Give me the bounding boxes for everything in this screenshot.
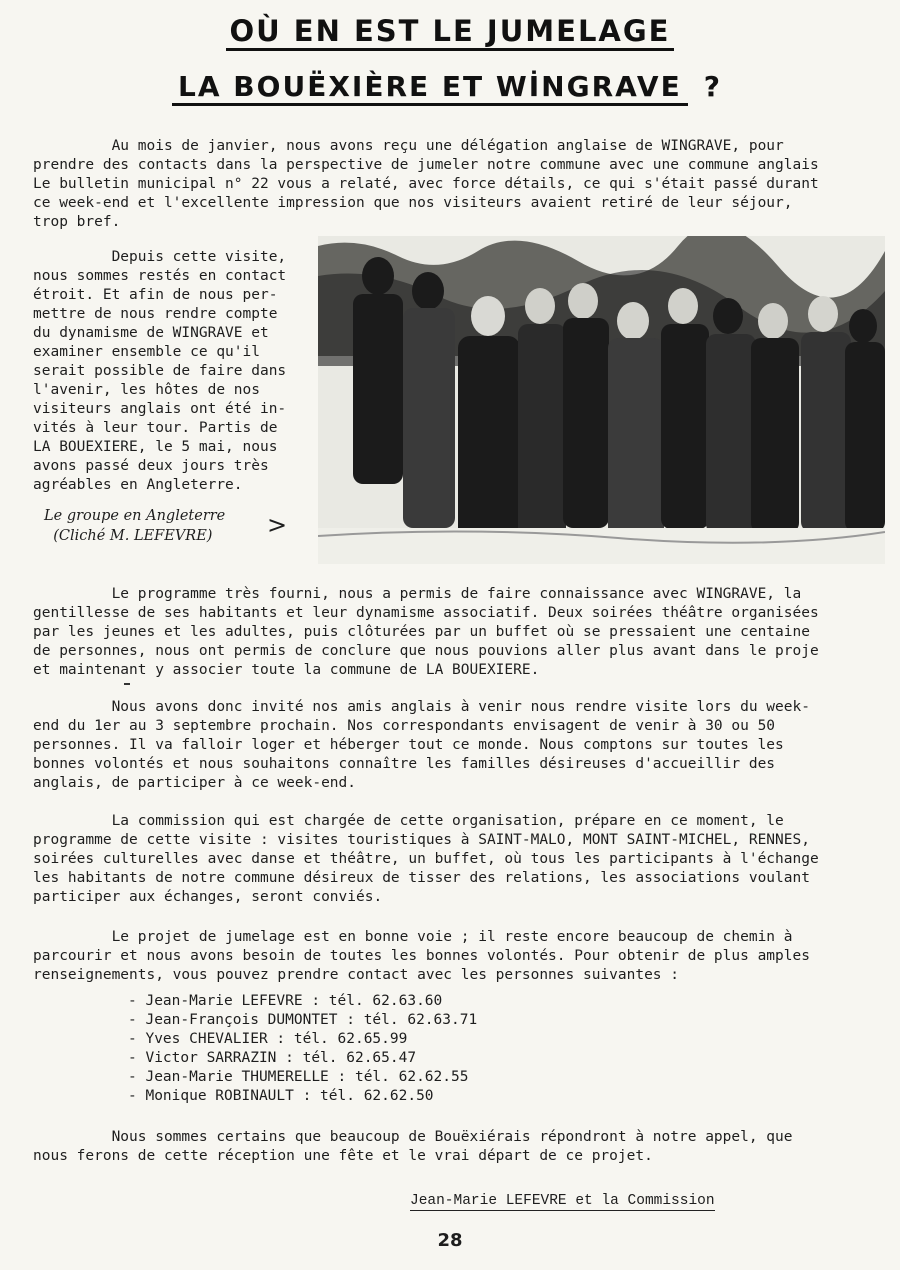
- paragraph-commission: La commission qui est chargée de cette organisation, prépare en ce moment, le programme de cette visite : visites touristiques à SAINT-MALO, MONT SAINT-MICHEL, RENNES, soirées culturelles avec danse et théâtre, un buffet, où tous les participants à l'échange les habitants de notre commune désireux de tisser des relations, les associations voulant participer aux échanges, seront conviés.: [33, 813, 819, 905]
- paragraph-contact: Le projet de jumelage est en bonne voie ; il reste encore beaucoup de chemin à parcourir et nous avons besoin de toutes les bonnes volontés. Pour obtenir de plus amples renseignements, vous pouvez prendre contact avec les personnes suivantes :: [33, 929, 810, 983]
- contact-item-4: - Victor SARRAZIN : tél. 62.65.47: [128, 1050, 417, 1066]
- paragraph-visit: Depuis cette visite, nous sommes restés en contact étroit. Et afin de nous per- mettre de nous rendre compte du dynamisme de WINGRAVE et examiner ensemble ce qu'il serait possible de faire dans l'avenir, les hôtes de nos visiteurs anglais ont été in- vités à leur tour. Partis de LA BOUEXIERE, le 5 mai, nous avons passé deux jours très agréables en Angleterre.: [33, 249, 287, 493]
- headline-line-2: [0, 70, 900, 103]
- contact-item-6: - Monique ROBINAULT : tél. 62.62.50: [128, 1088, 434, 1104]
- headline-question-mark: ?: [703, 70, 722, 103]
- signature: Jean-Marie LEFEVRE et la Commission: [410, 1193, 715, 1209]
- paragraph-closing: Nous sommes certains que beaucoup de Bouëxiérais répondront à notre appel, que nous ferons de cette réception une fête et le vrai départ de ce projet.: [33, 1129, 793, 1164]
- paragraph-invitation: Nous avons donc invité nos amis anglais à venir nous rendre visite lors du week- end du 1er au 3 septembre prochain. Nos correspondants envisagent de venir à 30 ou 50 personnes. Il va falloir loger et héberger tout ce monde. Nous comptons sur toutes les bonnes volontés et nous souhaitons connaître les familles désireuses d'accueillir des anglais, de participer à ce week-end.: [33, 699, 810, 791]
- paragraph-program: Le programme très fourni, nous a permis de faire connaissance avec WINGRAVE, la gentillesse de ses habitants et leur dynamisme associatif. Deux soirées théâtre organisées par les jeunes et les adultes, puis clôturées par un buffet où se pressaient une centaine de personnes, nous ont permis de conclure que nous pouvions aller plus avant dans le proje et maintenant y associer toute la commune de LA BOUEXIERE.: [33, 586, 819, 678]
- group-photo-illustration: [318, 236, 885, 564]
- contact-item-5: - Jean-Marie THUMERELLE : tél. 62.62.55: [128, 1069, 469, 1085]
- photo-caption: Le groupe en Angleterre (Cliché M. LEFEVRE): [44, 508, 226, 544]
- stray-mark: [124, 683, 130, 685]
- contact-item-3: - Yves CHEVALIER : tél. 62.65.99: [128, 1031, 408, 1047]
- page-number: 28: [437, 1230, 463, 1251]
- headline-line-1: [0, 14, 900, 48]
- contact-item-1: - Jean-Marie LEFEVRE : tél. 62.63.60: [128, 993, 443, 1009]
- headline-line-2-text: LA BOUËXIÈRE ET WİNGRAVE: [172, 70, 688, 106]
- headline-line-1-text: OÙ EN EST LE JUMELAGE: [226, 14, 675, 51]
- group-photo: [318, 236, 885, 564]
- paragraph-intro: Au mois de janvier, nous avons reçu une délégation anglaise de WINGRAVE, pour prendre des contacts dans la perspective de jumeler notre commune avec une commune anglais Le bulletin municipal n° 22 vous a relaté, avec force détails, ce qui s'était passé durant ce week-end et l'excellente impression que nos visiteurs avaient retiré de leur séjour, trop bref.: [33, 138, 819, 230]
- caption-arrow: >: [267, 511, 288, 539]
- contact-item-2: - Jean-François DUMONTET : tél. 62.63.71: [128, 1012, 478, 1028]
